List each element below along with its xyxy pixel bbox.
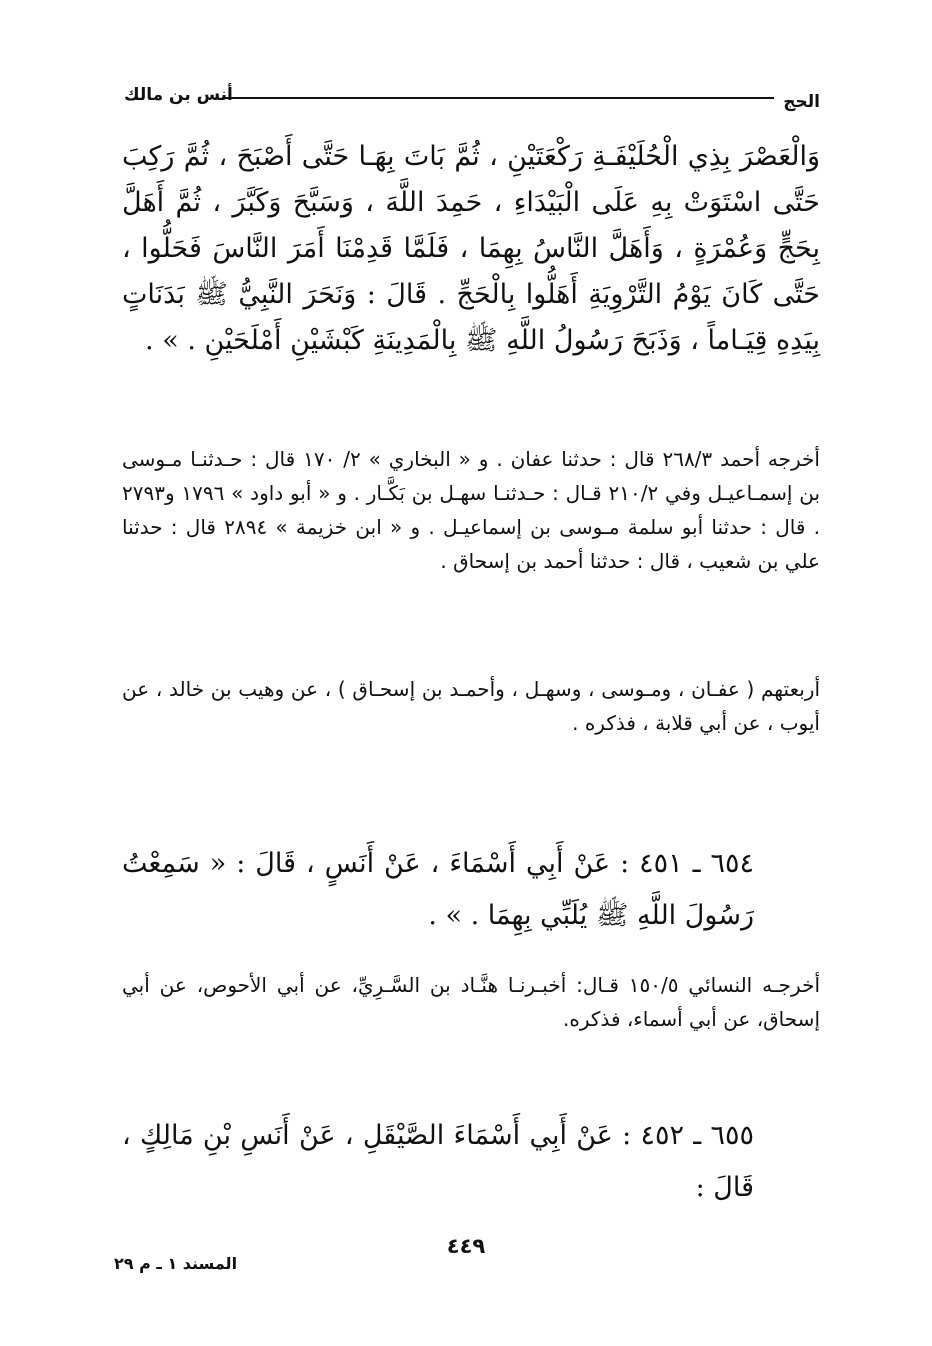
running-header-chapter: الحج: [783, 92, 820, 112]
hadith-653-continuation: وَالْعَصْرَ بِذِي الْحُلَيْفَـةِ رَكْعَتَيْنِ ، ثُمَّ بَاتَ بِهَـا حَتَّى أَصْبَحَ ، ثُمَّ رَكِبَ حَتَّى اسْتَوَتْ بِهِ عَلَى الْبَيْدَاءِ ، حَمِدَ اللَّهَ ، وَسَبَّحَ وَكَبَّرَ ، ثُمَّ أَهَلَّ بِحَجٍّ وَعُمْرَةٍ ، وَأَهَلَّ النَّاسُ بِهِمَا ، فَلَمَّا قَدِمْنَا أَمَرَ النَّاسَ فَحَلُّوا ، حَتَّى كَانَ يَوْمُ التَّرْوِيَةِ أَهَلُّوا بِالْحَجِّ . قَالَ : وَنَحَرَ النَّبِيُّ ﷺ بَدَنَاتٍ بِيَدِهِ قِيَـاماً ، وَذَبَحَ رَسُولُ اللَّهِ ﷺ بِالْمَدِينَةِ كَبْشَيْنِ أَمْلَحَيْنِ . » .: [122, 141, 820, 356]
takhrij-653-sources: أخرجه أحمد ٢٦٨/٣ قال : حدثنا عفان . و « البخاري » ٢/ ١٧٠ قال : حـدثنـا مـوسى بن إسمـاعيـل وفي ٢١٠/٢ قـال : حـدثنـا سهـل بن بَكَّـار . و « أبو داود » ١٧٩٦ و٢٧٩٣ . قال : حدثنا أبو سلمة مـوسى بن إسماعيـل . و « ابن خزيمة » ٢٨٩٤ قال : حدثنا علي بن شعيب ، قال : حدثنا أحمد بن إسحاق .: [122, 447, 821, 573]
hadith-654: ٦٥٤ ـ ٤٥١ : عَنْ أَبِي أَسْمَاءَ ، عَنْ أَنَسٍ ، قَالَ : « سَمِعْتُ رَسُولَ اللَّهِ ﷺ يُلَبِّي بِهِمَا . » .: [122, 848, 754, 931]
hadith-655: ٦٥٥ ـ ٤٥٢ : عَنْ أَبِي أَسْمَاءَ الصَّيْقَلِ ، عَنْ أَنَسِ بْنِ مَالِكٍ ، قَالَ :: [122, 1120, 755, 1203]
print-signature: المسند ١ ـ م ٢٩: [114, 1254, 238, 1273]
takhrij-654: أخرجـه النسائي ١٥٠/٥ قـال: أخبـرنـا هنَّـاد بن السَّـرِيِّ، عن أبي الأحوص، عن أبي إسحاق، عن أبي أسماء، فذكره.: [122, 973, 820, 1031]
takhrij-653-chain: أربعتهم ( عفـان ، ومـوسى ، وسهـل ، وأحمـد بن إسحـاق ) ، عن وهيب بن خالد ، عن أيوب ، عن أبي قلابة ، فذكره .: [122, 677, 820, 735]
running-header-narrator: أنس بن مالك: [124, 85, 233, 105]
page-number: ٤٤٩: [446, 1234, 486, 1258]
header-rule: [222, 97, 774, 99]
